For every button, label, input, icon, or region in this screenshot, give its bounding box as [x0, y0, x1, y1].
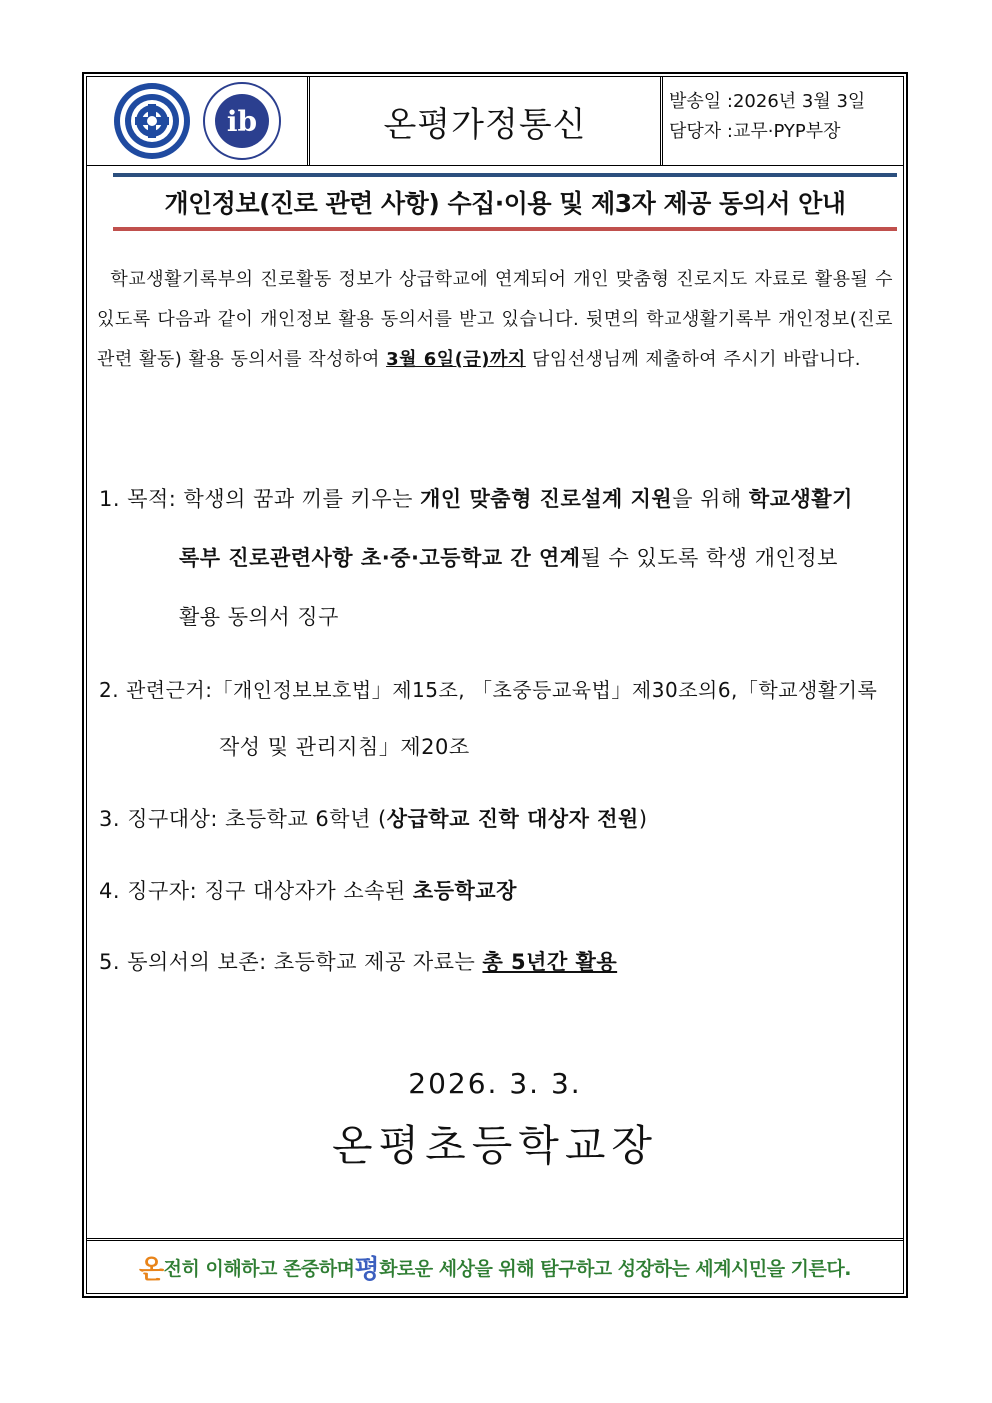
motto-initial-2: 평 [354, 1254, 380, 1285]
contact-value: :교무·PYP부장 [726, 121, 841, 142]
school-motto [87, 1238, 903, 1293]
item-1-bold-2: 학교생활기 [748, 487, 853, 511]
title-top-rule [113, 173, 897, 177]
contact-label: 담당자 [669, 121, 722, 142]
item-3-bold: 상급학교 진학 대상자 전원 [386, 807, 639, 831]
meta-info [663, 77, 903, 165]
send-date-value: :2026년 3월 3일 [726, 91, 866, 112]
item-1-text: 1. 목적: 학생의 꿈과 끼를 키우는 [99, 487, 421, 511]
item-1-bold-1: 개인 맞춤형 진로설계 지원 [420, 487, 673, 511]
item-3-text: 3. 징구대상: 초등학교 6학년 ( [99, 807, 387, 831]
issue-date: 2026. 3. 3. [408, 1067, 582, 1100]
item-4-text: 4. 징구자: 징구 대상자가 소속된 [99, 879, 413, 903]
item-1-text-2: 을 위해 [672, 487, 749, 511]
item-1-line-2 [179, 542, 838, 572]
send-date-row [669, 87, 903, 117]
intro-paragraph [97, 260, 893, 380]
item-2-text-2: 작성 및 관리지침」제20조 [219, 735, 470, 759]
document-inner-frame [86, 76, 904, 1294]
item-3 [99, 803, 648, 833]
item-5 [99, 946, 617, 976]
item-4-bold: 초등학교장 [412, 879, 517, 903]
motto-text-2: 화로운 세상을 위해 탐구하고 성장하는 세계시민을 기른다. [379, 1257, 851, 1280]
item-5-bold: 총 5년간 활용 [482, 950, 618, 974]
item-3-text-2: ) [638, 807, 648, 831]
contact-row [669, 117, 903, 147]
item-1-text-4: 활용 동의서 징구 [179, 605, 339, 629]
item-1-text-3: 될 수 있도록 학생 개인정보 [580, 546, 838, 570]
header [87, 77, 903, 166]
school-emblem-icon [111, 80, 193, 162]
school-principal: 온평초등학교장 [331, 1121, 658, 1170]
document-frame [82, 72, 908, 1298]
logo-area [87, 77, 310, 165]
send-date-label: 발송일 [669, 91, 722, 112]
item-5-text: 5. 동의서의 보존: 초등학교 제공 자료는 [99, 950, 483, 974]
intro-deadline: 3월 6일(금)까지 [386, 349, 526, 370]
ib-world-school-logo-icon [201, 80, 283, 162]
intro-text-before: 학교생활기록부의 진로활동 정보가 상급학교에 연계되어 개인 맞춤형 진로지도 자료로 활용될 수 있도록 다음과 같이 개인정보 활용 동의서를 받고 있습니다. 뒷면의 학교생활기록부 개인정보(진로 관련 활동) 활용 동의서를 작성하여 [97, 269, 893, 370]
item-1-line-1 [99, 483, 853, 513]
item-2-line-1 [99, 674, 877, 703]
intro-text-after: 담임선생님께 제출하여 주시기 바랍니다. [525, 349, 861, 370]
item-4 [99, 875, 517, 905]
document-title: 개인정보(진로 관련 사항) 수집·이용 및 제3자 제공 동의서 안내 [164, 189, 846, 218]
motto-text-1: 전히 이해하고 존중하며 [163, 1257, 355, 1280]
newsletter-title: 온평가정통신 [310, 77, 663, 165]
ib-logo-text: ib [226, 105, 258, 138]
item-1-line-3 [179, 601, 339, 631]
motto-initial-1: 온 [139, 1254, 164, 1285]
item-1-bold-3: 록부 진로관련사항 초·중·고등학교 간 연계 [179, 546, 581, 570]
item-2-text: 2. 관련근거:「개인정보보호법」제15조, 「초중등교육법」제30조의6,「학교생활기록 [99, 678, 878, 702]
item-2-line-2 [219, 731, 470, 761]
title-bottom-rule [113, 227, 897, 231]
